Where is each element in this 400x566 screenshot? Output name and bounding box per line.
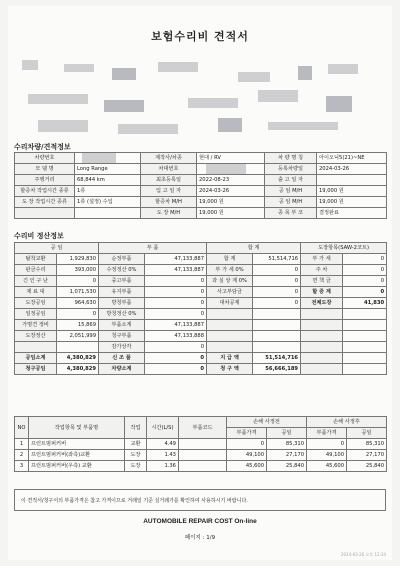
cost-value: 964,630 [57,298,99,309]
cost-value [253,342,301,353]
cost-label: 과 실 상 계 0% [207,276,253,287]
cost-value [253,309,301,320]
cost-label: 청구부품 [99,331,145,342]
cost-label: 사고부담금 [207,287,253,298]
cost-label: 부품소계 [99,320,145,331]
redacted-block [64,64,94,72]
table-row [15,298,387,309]
cost-value: 47,133,887 [145,254,207,265]
cost-value [343,342,387,353]
parts-cell: 0 [307,439,347,450]
cost-label: 면 책 금 [301,276,343,287]
table-row [15,331,387,342]
cost-label: 판금수리 [15,265,57,276]
vehicle-label: 할증차 M/H [141,197,197,208]
cost-header-parts: 부 품 [99,243,207,254]
page-indicator: 페이지 : 1/9 [184,535,216,541]
cost-value: 4,380,829 [57,353,99,364]
document-title: 보험수리비 견적서 [151,30,249,43]
cost-value: 41,830 [343,298,387,309]
parts-cell: 도장 [125,450,147,461]
cost-label: 감가상각 [99,342,145,353]
vehicle-label: 차량번호 [15,153,75,164]
cost-value: 47,133,887 [145,265,207,276]
cost-value: 0 [57,309,99,320]
cost-label: 방청정산 0% [99,309,145,320]
vehicle-value: 아이오닉5(21)~NE [317,153,387,164]
vehicle-section-title: 수리차량/견적정보 [14,143,71,151]
vehicle-value: 2024-03-26 [317,164,387,175]
parts-cell: 4.49 [147,439,179,450]
parts-header-code: 부품코드 [179,417,227,439]
parts-cell: 1.43 [147,450,179,461]
cost-value: 0 [253,298,301,309]
parts-subheader: 부품가격 [307,428,347,439]
cost-value: 0 [253,287,301,298]
cost-value: 393,000 [57,265,99,276]
cost-label: 할 증 계 [301,287,343,298]
vehicle-label: 차대번호 [141,164,197,175]
table-row [15,265,387,276]
vehicle-label: 종 목 부 코 [265,208,317,219]
cost-value: 0 [343,276,387,287]
redacted-block [118,124,178,134]
vehicle-value: 19,000 원 [317,197,387,208]
cost-value: 0 [145,353,207,364]
cost-value [343,309,387,320]
cost-value [343,364,387,375]
redacted-block [38,120,88,132]
cost-value: 0 [343,287,387,298]
cost-label [301,353,343,364]
cost-label: 부 가 세 0% [207,265,253,276]
parts-cell: 45,600 [307,461,347,472]
vehicle-value: 19,000 원 [317,186,387,197]
table-row [15,353,387,364]
cost-label: 방청부품 [99,298,145,309]
cost-label: 유지부품 [99,287,145,298]
cost-label: 제 료 대 [15,287,57,298]
table-row [15,186,387,197]
vehicle-label: 출 고 일 자 [265,175,317,186]
print-stamp: 2024-03-26 오후 12:34 [340,552,386,557]
parts-header-before: 손해 사정전 [227,417,307,428]
redacted-block [158,62,198,72]
cost-value: 0 [145,342,207,353]
cost-label [301,364,343,375]
cost-value: 2,051,999 [57,331,99,342]
cost-label [301,320,343,331]
vehicle-value [317,175,387,186]
parts-cell [179,461,227,472]
cost-label: 가명견 정비 [15,320,57,331]
cost-label: 합 계 [207,254,253,265]
vehicle-value: 현대 / RV [197,153,265,164]
redacted-block [238,72,270,82]
cost-value: 0 [145,298,207,309]
redacted-block [258,90,298,102]
table-row [15,364,387,375]
table-row [15,342,387,353]
cost-value [253,331,301,342]
cost-label [301,309,343,320]
footer-brand: AUTOMOBILE REPAIR COST On-line [143,518,257,525]
redacted-block [218,118,242,132]
cost-value: 0 [57,276,99,287]
cost-value: 51,514,716 [253,254,301,265]
table-row [15,175,387,186]
cost-label: 주 차 [301,265,343,276]
vehicle-label: 최초등록일 [141,175,197,186]
parts-header-no: NO [15,417,29,439]
cost-value: 0 [343,254,387,265]
cost-label: 탈착교환 [15,254,57,265]
cost-header-total: 합 계 [207,243,301,254]
parts-cell: 85,310 [347,439,387,450]
cost-label: 공임소계 [15,353,57,364]
cost-label: 대차공제 [207,298,253,309]
parts-header-work: 작업 [125,417,147,439]
vehicle-label [15,208,75,219]
redacted-block [328,64,358,74]
cost-label [301,342,343,353]
cost-value [343,320,387,331]
parts-cell: 85,310 [267,439,307,450]
estimate-sheet [8,6,392,560]
vehicle-label: 차 량 명 칭 [265,153,317,164]
table-row [15,208,387,219]
redacted-block [22,60,38,70]
parts-subheader: 공임 [267,428,307,439]
cost-value: 0 [145,309,207,320]
vehicle-value: 결정완료 [317,208,387,219]
cost-value: 0 [145,276,207,287]
cost-label: 수정정산 0% [99,265,145,276]
parts-subheader: 부품가격 [227,428,267,439]
redacted-vin [206,164,246,174]
cost-header-labor: 공 임 [15,243,99,254]
parts-cell: 0 [227,439,267,450]
cost-label: 차량소계 [99,364,145,375]
vehicle-value: 1류 [75,186,141,197]
parts-cell: 49,100 [227,450,267,461]
cost-label [207,309,253,320]
parts-subheader: 공임 [347,428,387,439]
cost-value [253,320,301,331]
cost-label [207,331,253,342]
cost-value: 56,666,189 [253,364,301,375]
parts-cell: 1.36 [147,461,179,472]
vehicle-label: 등록차량일 [265,164,317,175]
price-notice: 이 견적서/청구서의 부품가격은 참고 가격이므로 거래일 기준 실거래가를 확인하여 사용하시기 바랍니다. [14,489,386,511]
table-row [15,197,387,208]
parts-cell: 27,170 [267,450,307,461]
redacted-block [112,68,136,80]
parts-cell: 3 [15,461,29,472]
cost-label: 지 급 액 [207,353,253,364]
vehicle-value: 2022-08-23 [197,175,265,186]
vehicle-value: 68,844 km [75,175,141,186]
parts-cell: 프런트범퍼커버(우측) 교환 [29,461,125,472]
cost-label [15,342,57,353]
parts-header-after: 손해 사정후 [307,417,387,428]
cost-label: 도장공임 [15,298,57,309]
parts-cell: 2 [15,450,29,461]
parts-cell: 1 [15,439,29,450]
parts-cell: 27,170 [347,450,387,461]
vehicle-label: 도 장 M/H [141,208,197,219]
cost-value: 0 [145,287,207,298]
table-row [15,450,387,461]
table-row [15,254,387,265]
vehicle-label: 입 고 일 자 [141,186,197,197]
redacted-block [298,66,312,80]
vehicle-label: 주행거리 [15,175,75,186]
parts-cell: 프런트범퍼커버 [29,439,125,450]
table-row [15,320,387,331]
table-row [15,287,387,298]
cost-label: 도장정산 [15,331,57,342]
cost-value: 47,133,887 [145,320,207,331]
table-row [15,309,387,320]
redacted-block [326,96,352,112]
cost-value: 0 [253,276,301,287]
cost-label: 신 조 품 [99,353,145,364]
redacted-vin [82,153,116,163]
vehicle-label: 모 델 명 [15,164,75,175]
cost-label: 청구공임 [15,364,57,375]
cost-value: 1,929,830 [57,254,99,265]
cost-value: 47,133,888 [145,331,207,342]
vehicle-value: 19,000 원 [197,208,265,219]
redacted-block [188,98,238,108]
parts-cell: 프런트범퍼커버(좌측)교환 [29,450,125,461]
cost-label: 중고부품 [99,276,145,287]
redacted-block [104,100,144,112]
cost-label [207,320,253,331]
cost-label: 부 가 세 [301,254,343,265]
table-row [15,439,387,450]
table-row [15,276,387,287]
parts-cell: 교환 [125,439,147,450]
cost-summary-table [14,242,387,375]
cost-label: 순정부품 [99,254,145,265]
cost-value: 51,514,716 [253,353,301,364]
cost-value: 0 [145,364,207,375]
vehicle-label: 공 임 M/H [265,197,317,208]
vehicle-label: 도 장 작업시간 종류 [15,197,75,208]
vehicle-value [75,208,141,219]
vehicle-value: 2024-03-26 [197,186,265,197]
parts-header-item: 작업항목 및 부품명 [29,417,125,439]
vehicle-label: 제작사/차종 [141,153,197,164]
cost-label: 긴 인 구 난 [15,276,57,287]
parts-cell: 49,100 [307,450,347,461]
table-row [15,461,387,472]
redacted-block [28,94,88,104]
cost-label [207,342,253,353]
cost-value [343,331,387,342]
parts-cell: 25,840 [347,461,387,472]
vehicle-info-table [14,152,387,219]
table-row [15,164,387,175]
parts-header-time: 시간(L/S) [147,417,179,439]
parts-table [14,416,387,472]
parts-cell: 45,600 [227,461,267,472]
cost-section-title: 수리비 정산정보 [14,232,64,240]
cost-value: 0 [343,265,387,276]
cost-value [343,353,387,364]
cost-header-paint: 도장항목(SAW-2코트) [301,243,387,254]
cost-label: 일정공임 [15,309,57,320]
parts-cell: 25,840 [267,461,307,472]
cost-label: 전체도장 [301,298,343,309]
vehicle-label: 공 임 M/H [265,186,317,197]
cost-value: 15,869 [57,320,99,331]
vehicle-label: 할증차 작업시간 종류 [15,186,75,197]
cost-value [57,342,99,353]
cost-value: 1,071,530 [57,287,99,298]
vehicle-value: 1류 (설정) 수입 [75,197,141,208]
redacted-block [268,122,338,130]
table-row [15,153,387,164]
cost-value: 0 [253,265,301,276]
cost-label [301,331,343,342]
parts-cell: 도장 [125,461,147,472]
parts-cell [179,439,227,450]
cost-value: 4,380,829 [57,364,99,375]
vehicle-value: Long Range [75,164,141,175]
vehicle-value: 19,000 원 [197,197,265,208]
cost-label: 청 구 액 [207,364,253,375]
parts-cell [179,450,227,461]
